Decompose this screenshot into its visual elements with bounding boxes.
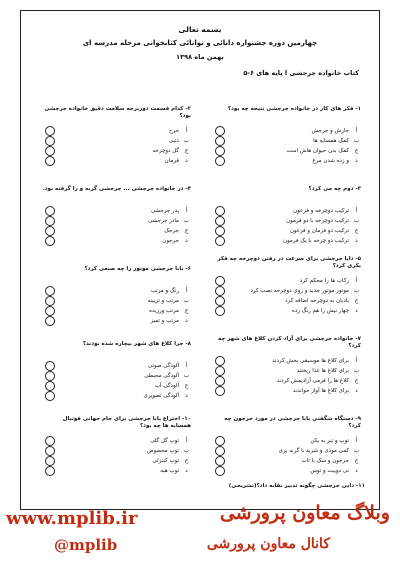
question-10 [41,416,191,476]
question-text: ۱- فکر های کار در خانواده جرجشی نتیجه چه بود؟ [227,106,361,112]
option-letter: أ [185,362,188,369]
answer-option[interactable] [211,206,361,216]
option-letter: د [355,387,358,394]
option-letter: د [355,237,358,244]
option-text: کمی موذی و شربه با گربه بری [278,447,349,454]
option-letter: ب [183,297,190,304]
answer-option[interactable] [211,216,361,226]
option-letter: ب [353,367,360,374]
answer-circle[interactable] [215,126,225,136]
question-text: ۹- دستگاه شگفتی بابا جرجشی در مورد جرجون چه کرد؟ [224,416,361,429]
option-letter: أ [355,357,358,364]
option-text: مرتب ورزیده [149,307,179,314]
option-letter: د [355,307,358,314]
answer-circle[interactable] [215,236,225,246]
question-9 [211,416,361,476]
option-text: بادبان به دوچرخه اضافه کرد [285,297,349,304]
answer-option[interactable] [41,361,191,371]
question-text: ۵- دایا جرجشی برای سرعت در رفتن دوچرخه چه فکر یکری کرد؟ [217,256,361,269]
answer-circle[interactable] [215,386,225,396]
answer-circle[interactable] [45,136,55,146]
answer-circle[interactable] [215,446,225,456]
answer-circle[interactable] [45,391,55,401]
answer-option[interactable] [41,216,191,226]
header-basmala: بسمه تعالی [178,25,222,34]
answer-circle[interactable] [215,226,225,236]
answer-circle[interactable] [45,316,55,326]
option-letter: أ [185,207,188,214]
option-letter: أ [355,127,358,134]
answer-option[interactable] [41,206,191,216]
question-8 [41,341,191,401]
answer-circle[interactable] [45,226,55,236]
answer-circle[interactable] [45,146,55,156]
option-letter: ب [183,372,190,379]
option-text: کلاغ ها را فرمی آزادیمش کردند [276,377,349,384]
option-letter: ج [184,457,189,464]
option-letter: ج [184,147,189,154]
answer-option[interactable] [41,381,191,391]
answer-option[interactable] [41,126,191,136]
option-text: مرتب و تمیز [150,317,179,324]
answer-option[interactable] [41,136,191,146]
answer-option[interactable] [211,376,361,386]
option-letter: ب [353,287,360,294]
watermark-url: www.mplib.ir [6,508,138,529]
answer-option[interactable] [211,436,361,446]
option-letter: ج [354,457,359,464]
option-letter: أ [185,437,188,444]
option-text: توپ کنترلی [152,457,179,464]
option-text: آلودگی آب [154,382,179,389]
answer-circle[interactable] [215,146,225,156]
answer-circle[interactable] [215,286,225,296]
question-11: ۱۱- دایی جرجشی چگونه تدبیر نقابه داد؟(تشریحی) [228,483,365,489]
answer-circle[interactable] [45,371,55,381]
exam-sheet [20,10,380,510]
question-5 [211,256,361,316]
question-7 [211,336,361,396]
option-text: گل دوچرخه [152,147,179,154]
question-text: ۲- کدام قسمت دوربرجه سلامت دقیق خانواده جرجشی بود؟ [44,106,191,119]
option-text: جارش و جرجش [311,127,349,134]
answer-option[interactable] [211,456,361,466]
option-text: فرمان [164,157,179,164]
answer-circle[interactable] [215,296,225,306]
answer-option[interactable] [41,391,191,401]
option-letter: د [185,237,188,244]
answer-option[interactable] [41,446,191,456]
answer-circle[interactable] [215,356,225,366]
answer-option[interactable] [41,286,191,296]
answer-option[interactable] [211,276,361,286]
answer-circle[interactable] [45,456,55,466]
answer-option[interactable] [211,446,361,456]
answer-option[interactable] [41,236,191,246]
answer-option[interactable] [41,156,191,166]
option-text: جرجک [164,227,179,234]
answer-option[interactable] [211,156,361,166]
option-text: ترکیب دو چرخه با یک فرمون [282,237,349,244]
option-text: آلودگی صوتی [147,362,179,369]
option-text: توپ و تیر به پکن [310,437,349,444]
answer-option[interactable] [211,356,361,366]
answer-option[interactable] [211,226,361,236]
answer-circle[interactable] [45,126,55,136]
question-2 [41,106,191,166]
answer-circle[interactable] [215,206,225,216]
option-text: و زده شدن مرغ [312,157,349,164]
answer-circle[interactable] [45,446,55,456]
answer-circle[interactable] [45,156,55,166]
option-text: ترکیب دوچرخه با دو فرمون [286,217,349,224]
answer-option[interactable] [211,306,361,316]
option-text: مرتب و تزیینه [147,297,179,304]
answer-option[interactable] [41,296,191,306]
answer-option[interactable] [211,386,361,396]
subject-line: کتاب خانواده جرجشی ا پایه های ۶-۵ [243,69,359,77]
option-letter: أ [185,287,188,294]
option-letter: ب [353,137,360,144]
answer-option[interactable] [41,146,191,156]
watermark-handle: @mplib [54,536,118,554]
option-text: پدر جرجشی [150,207,179,214]
option-letter: أ [355,437,358,444]
header-title: چهارمین دوره جشنواره دانائی و توانائی کتابخوانی مرحله مدرسه ای [82,39,318,47]
option-letter: ج [184,382,189,389]
option-text: آلودگی محیطی [144,372,179,379]
question-6 [41,266,191,326]
answer-circle[interactable] [215,456,225,466]
answer-option[interactable] [41,226,191,236]
answer-circle[interactable] [215,466,225,476]
option-letter: د [355,467,358,474]
option-text: دنبی [168,137,179,144]
option-text: ترکیب دوچرخه و فرعون [293,207,349,214]
option-text: برای کلاغ ها آواز خواندند [292,387,349,394]
option-text: چهار نیش را هم رنگ زده [291,307,349,314]
option-letter: ب [183,447,190,454]
answer-option[interactable] [211,126,361,136]
answer-circle[interactable] [45,306,55,316]
option-letter: أ [355,207,358,214]
option-letter: ج [184,227,189,234]
answer-circle[interactable] [45,436,55,446]
answer-option[interactable] [41,316,191,326]
answer-circle[interactable] [215,276,225,286]
option-letter: أ [185,127,188,134]
option-letter: د [185,392,188,399]
option-text: توپ هبه [160,467,179,474]
answer-option[interactable] [41,371,191,381]
option-text: کمک همسایه ها [313,137,349,144]
option-text: کمک بدن حیوان هاش است [286,147,349,154]
option-text: جرح [169,127,179,134]
option-letter: ب [183,217,190,224]
option-letter: د [185,317,188,324]
option-text: توپ مخصوص [146,447,179,454]
option-text: رکاب ها را محکم کرد [299,277,349,284]
question-text: ۳- دوم چه می کرد؟ [308,186,361,192]
option-text: جرجون [162,237,179,244]
answer-circle[interactable] [45,206,55,216]
answer-circle[interactable] [215,376,225,386]
watermark-channel: کانال معاون پرورشی [206,536,330,552]
answer-option[interactable] [41,456,191,466]
question-3 [211,186,361,246]
question-text: ۱۰- اختراع بابا جرجشی برای جام جهانی فوتبال همسایه ها چه بود؟ [62,416,191,429]
option-text: توپ گل گلی [150,437,179,444]
answer-circle[interactable] [215,156,225,166]
header-date: بهمن ماه ۱۳۹۸ [176,53,224,61]
question-1 [211,106,361,166]
option-text: آلودگی تصویری [143,392,179,399]
answer-circle[interactable] [215,306,225,316]
option-text: رنگ و مرتب [150,287,179,294]
option-letter: ب [183,137,190,144]
answer-option[interactable] [211,286,361,296]
question-text: ۴- در خانواده جرجشی ... جرجشی گربه و را گرفته بود. [42,186,191,192]
answer-option[interactable] [211,236,361,246]
answer-circle[interactable] [45,381,55,391]
option-text: موتور موتور جدید و روی دوچرخه نصب کرد [250,287,349,294]
answer-circle[interactable] [45,216,55,226]
option-text: برای کلاغ ها موسیقی پخش کردند [272,357,349,364]
option-text: مادر جرجشی [148,217,179,224]
question-4 [41,186,191,246]
answer-circle[interactable] [215,366,225,376]
question-text: ۸- جرا کلاغ های شهر بیچاره شده بودند؟ [82,341,191,347]
option-letter: د [185,467,188,474]
option-text: جرجون و سک با تاب [301,457,349,464]
answer-option[interactable] [211,466,361,476]
answer-circle[interactable] [45,286,55,296]
option-letter: ج [354,377,359,384]
answer-circle[interactable] [215,136,225,146]
option-letter: ج [184,307,189,314]
answer-option[interactable] [211,366,361,376]
option-letter: ب [353,217,360,224]
answer-option[interactable] [211,146,361,156]
answer-circle[interactable] [45,296,55,306]
option-letter: ج [354,297,359,304]
answer-circle[interactable] [45,466,55,476]
answer-circle[interactable] [45,361,55,371]
answer-option[interactable] [211,136,361,146]
option-letter: أ [355,277,358,284]
answer-circle[interactable] [215,436,225,446]
answer-option[interactable] [41,306,191,316]
option-text: نی دوبیت و توس [310,467,349,474]
answer-circle[interactable] [215,216,225,226]
answer-option[interactable] [41,436,191,446]
option-letter: ج [354,147,359,154]
option-letter: ب [353,447,360,454]
option-letter: د [355,157,358,164]
answer-option[interactable] [211,296,361,306]
option-text: برای کلاغ ها غذا ریختند [296,367,349,374]
question-text: ۷- خانواده جرجشی برای آزاد کردن کلاغ های شهر چه کرد؟ [217,336,361,349]
answer-circle[interactable] [45,236,55,246]
option-letter: د [185,157,188,164]
option-letter: ج [354,227,359,234]
watermark-title: وبلاگ معاون پرورشی [219,502,390,524]
option-text: ترکیب دو فرمان و فرعون [289,227,349,234]
question-text: ۶- بابا جرجشی موتور را چه صنعی کرد؟ [84,266,191,272]
answer-option[interactable] [41,466,191,476]
